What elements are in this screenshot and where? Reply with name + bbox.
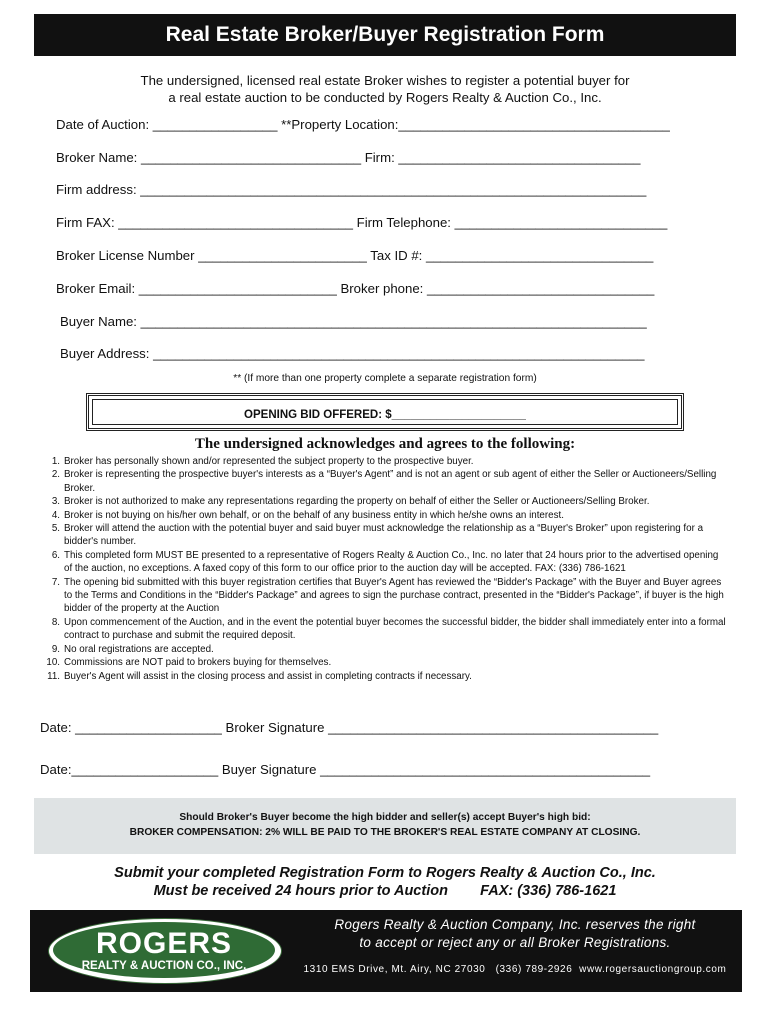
term-text: Broker is representing the prospective buyer's interests as a “Buyer's Agent” and is not an agent or sub agent of either the Seller or Auctioneers/Selling Broker.	[64, 469, 717, 494]
term-item	[38, 495, 728, 508]
term-number: 6.	[51, 549, 60, 561]
broker-name-field[interactable]: Broker Name: ______________________________ Firm: _________________________________	[56, 150, 641, 165]
term-item	[38, 468, 728, 495]
term-text: Broker is not authorized to make any representations regarding the property on behalf of either the Seller or Auctioneers/Selling Broker.	[64, 496, 650, 508]
term-number: 11.	[47, 670, 60, 682]
term-text: Broker has personally shown and/or represented the subject property to the prospective buyer.	[64, 456, 474, 467]
term-item	[38, 522, 728, 549]
term-item	[38, 670, 728, 683]
buyer-address-field[interactable]: Buyer Address: ___________________________________________________________________	[60, 346, 645, 361]
term-text: The opening bid submitted with this buyer registration certifies that Buyer's Agent has reviewed the “Bidder's Package” with the Buyer and Buyer agrees to the Terms and Conditions in the “Bidder's Package” and agrees to sign the purchase contract, presented in the “Bidder's Package”, if buyer is the high bidder of the property at the Auction	[64, 576, 724, 615]
term-number: 7.	[51, 576, 60, 588]
term-item	[38, 643, 728, 656]
footer-note	[292, 916, 738, 952]
term-text: Commissions are NOT paid to brokers buying for themselves.	[64, 657, 332, 669]
term-number: 3.	[51, 496, 60, 508]
terms-list	[38, 455, 728, 683]
term-text: This completed form MUST BE presented to a representative of Rogers Realty & Auction Co., Inc. no later that 24 hours prior to the advertised opening of the auction, no exceptions. A faxed copy of this form to our office prior to the auction day will be accepted. FAX: (336) 786-1621	[64, 549, 719, 575]
term-number: 8.	[51, 616, 60, 628]
term-text: Buyer's Agent will assist in the closing process and assist in completing contracts if necessary.	[64, 670, 472, 682]
compensation-line-2: BROKER COMPENSATION: 2% WILL BE PAID TO THE BROKER'S REAL ESTATE COMPANY AT CLOSING.	[129, 827, 641, 838]
opening-bid-box	[86, 393, 684, 431]
submit-line-1: Submit your completed Registration Form to Rogers Realty & Auction Co., Inc.	[114, 865, 656, 881]
acknowledgement-title: The undersigned acknowledges and agrees to the following:	[194, 436, 576, 452]
logo-main-text: ROGERS	[95, 927, 233, 960]
footer-bar	[30, 910, 742, 992]
term-number: 4.	[51, 509, 60, 521]
term-number: 2.	[51, 469, 60, 481]
buyer-signature-row[interactable]: Date:____________________ Buyer Signature _____________________________________________	[40, 762, 651, 777]
rogers-logo	[48, 918, 282, 984]
term-number: 10.	[46, 657, 60, 669]
submit-line-2: Must be received 24 hours prior to Auction FAX: (336) 786-1621	[153, 883, 617, 899]
compensation-box	[34, 798, 736, 854]
buyer-name-field[interactable]: Buyer Name: _____________________________________________________________________	[60, 314, 647, 329]
term-text: Upon commencement of the Auction, and in the event the potential buyer becomes the successful bidder, the bidder shall immediately enter into a formal contract to purchase and submit the required deposit.	[64, 616, 726, 642]
term-number: 5.	[51, 523, 60, 535]
opening-bid-field[interactable]: OPENING BID OFFERED: $_____________________	[244, 409, 526, 421]
term-item	[38, 656, 728, 669]
term-number: 9.	[51, 643, 60, 655]
firm-address-field[interactable]: Firm address: _____________________________________________________________________	[56, 182, 647, 197]
term-item	[38, 616, 728, 643]
broker-signature-row[interactable]: Date: ____________________ Broker Signature _____________________________________________	[40, 720, 659, 735]
compensation-line-1: Should Broker's Buyer become the high bidder and seller(s) accept Buyer's high bid:	[179, 812, 591, 823]
term-text: Broker will attend the auction with the potential buyer and said buyer must acknowledge the relationship as a “Buyer's Broker” upon registering for a bidder's number.	[64, 523, 704, 548]
property-footnote: ** (If more than one property complete a separate registration form)	[233, 373, 537, 384]
term-item	[38, 509, 728, 522]
broker-license-field[interactable]: Broker License Number _______________________ Tax ID #: _______________________________	[56, 248, 654, 263]
logo-inner	[53, 922, 275, 978]
footer-note-line-2: to accept or reject any or all Broker Registrations.	[359, 935, 671, 950]
date-of-auction-field[interactable]: Date of Auction: _________________ **Property Location:_____________________________________	[56, 117, 670, 132]
intro-line-1: The undersigned, licensed real estate Broker wishes to register a potential buyer for	[140, 73, 630, 88]
term-text: Broker is not buying on his/her own behalf, or on the behalf of any business entity in which he/she owns an interest.	[64, 509, 564, 521]
broker-email-field[interactable]: Broker Email: ___________________________ Broker phone: _______________________________	[56, 281, 655, 296]
firm-fax-field[interactable]: Firm FAX: ________________________________ Firm Telephone: _____________________________	[56, 215, 668, 230]
term-item	[38, 576, 728, 616]
term-item	[38, 549, 728, 576]
intro-line-2: a real estate auction to be conducted by Rogers Realty & Auction Co., Inc.	[168, 90, 602, 105]
intro-text	[34, 72, 736, 106]
submit-instructions	[34, 864, 736, 900]
form-title: Real Estate Broker/Buyer Registration Form	[34, 14, 736, 56]
footer-note-line-1: Rogers Realty & Auction Company, Inc. reserves the right	[334, 917, 696, 932]
term-item	[38, 455, 728, 468]
logo-sub-text: REALTY & AUCTION CO., INC.	[81, 960, 247, 972]
footer-address: 1310 EMS Drive, Mt. Airy, NC 27030 (336) 789-2926 www.rogersauctiongroup.com	[303, 964, 727, 975]
term-number: 1.	[51, 456, 60, 467]
term-text: No oral registrations are accepted.	[64, 643, 214, 655]
